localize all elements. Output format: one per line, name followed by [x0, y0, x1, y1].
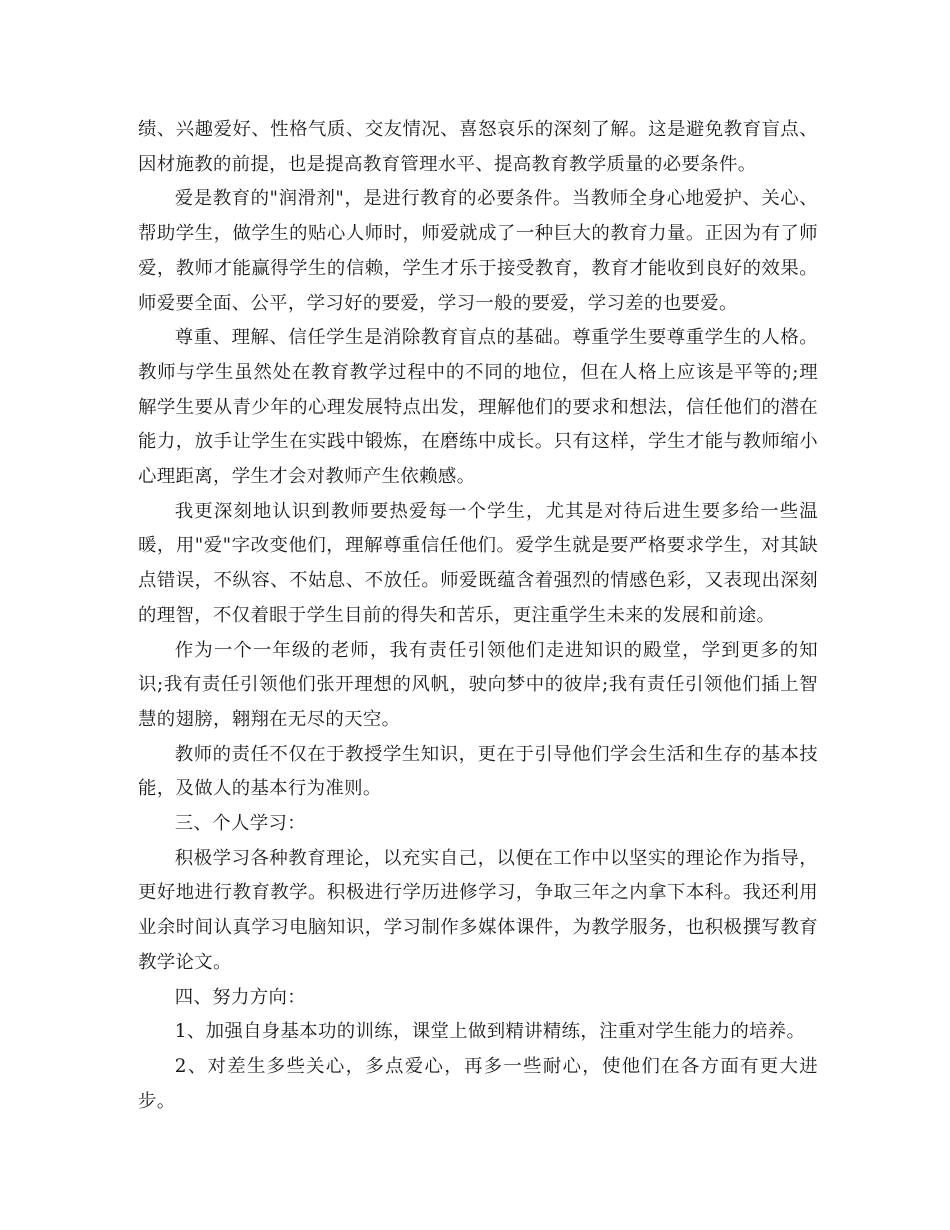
paragraph-teacher-love: 爱是教育的"润滑剂"，是进行教育的必要条件。当教师全身心地爱护、关心、帮助学生，做学生的贴心人师时，师爱就成了一种巨大的教育力量。正因为有了师爱，教师才能赢得学生的信赖，学生才乐于接受教育，教育才能收到良好的效果。师爱要全面、公平，学习好的要爱，学习一般的要爱，学习差的也要爱。 [138, 188, 818, 314]
paragraph-respect-understanding: 尊重、理解、信任学生是消除教育盲点的基础。尊重学生要尊重学生的人格。教师与学生虽然处在教育教学过程中的不同的地位，但在人格上应该是平等的;理解学生要从青少年的心理发展特点出发，理解他们的要求和想法，信任他们的潜在能力，放手让学生在实践中锻炼，在磨练中成长。只有这样，学生才能与教师缩小心理距离，学生才会对教师产生依赖感。 [138, 327, 818, 488]
list-item-2: 2、对差生多些关心，多点爱心，再多一些耐心，使他们在各方面有更大进步。 [138, 1055, 818, 1112]
list-item-1: 1、加强自身基本功的训练，课堂上做到精讲精练，注重对学生能力的培养。 [174, 1021, 806, 1043]
paragraph-first-grade-teacher: 作为一个一年级的老师，我有责任引领他们走进知识的殿堂，学到更多的知识;我有责任引领他们张开理想的风帆，驶向梦中的彼岸;我有责任引领他们插上智慧的翅膀，翱翔在无尽的天空。 [138, 639, 818, 730]
paragraph-teacher-responsibility: 教师的责任不仅在于教授学生知识，更在于引导他们学会生活和生存的基本技能，及做人的基本行为准则。 [138, 743, 818, 800]
paragraph-continued: 绩、兴趣爱好、性格气质、交友情况、喜怒哀乐的深刻了解。这是避免教育盲点、因材施教的前提，也是提高教育管理水平、提高教育教学质量的必要条件。 [138, 119, 818, 175]
document-page [138, 113, 818, 1119]
section-heading-direction: 四、努力方向： [174, 986, 306, 1008]
section-heading-personal-study: 三、个人学习： [174, 813, 306, 835]
paragraph-love-every-student: 我更深刻地认识到教师要热爱每一个学生，尤其是对待后进生要多给一些温暖，用"爱"字改变他们，理解尊重信任他们。爱学生就是要严格要求学生，对其缺点错误，不纵容、不姑息、不放任。师爱既蕴含着强烈的情感色彩，又表现出深刻的理智，不仅着眼于学生目前的得失和苦乐，更注重学生未来的发展和前途。 [138, 500, 818, 626]
paragraph-personal-study: 积极学习各种教育理论，以充实自己，以便在工作中以坚实的理论作为指导，更好地进行教育教学。积极进行学历进修学习，争取三年之内拿下本科。我还利用业余时间认真学习电脑知识，学习制作多媒体课件，为教学服务，也积极撰写教育教学论文。 [138, 847, 818, 973]
